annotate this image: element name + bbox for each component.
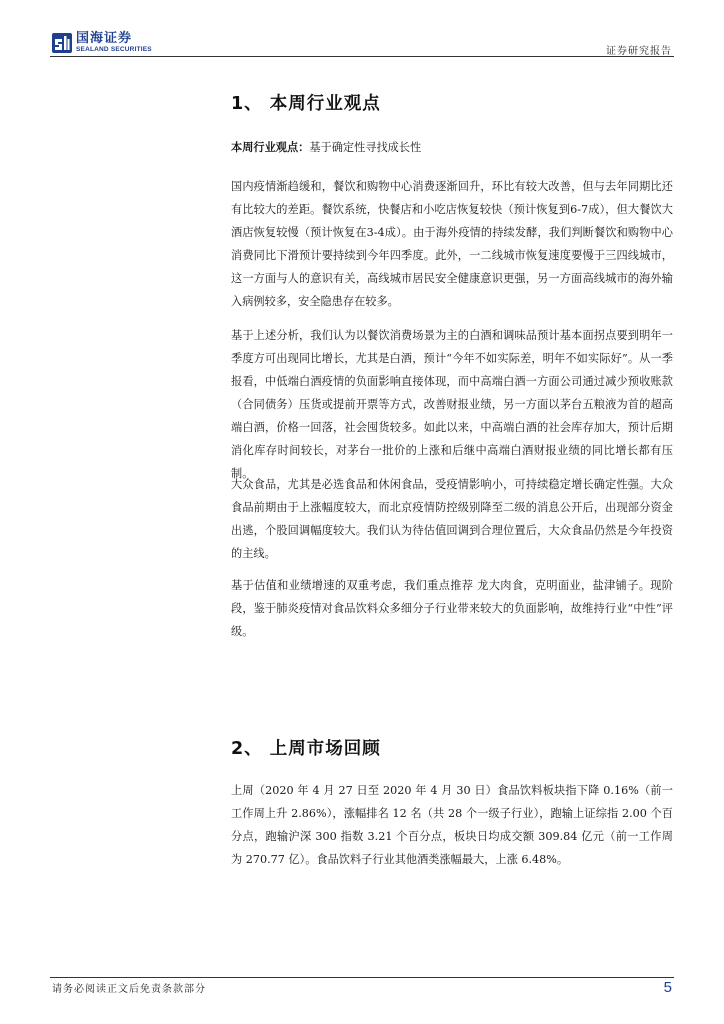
section-1-paragraph: 国内疫情渐趋缓和，餐饮和购物中心消费逐渐回升，环比有较大改善，但与去年同期比还有比较大的差距。餐饮系统，快餐店和小吃店恢复较快（预计恢复到6-7成），但大餐饮大酒店恢复较慢（预计恢复在3-4成）。由于海外疫情的持续发酵，我们判断餐饮和购物中心消费同比下滑预计要持续到今年四季度。此外，一二线城市恢复速度要慢于三四线城市，这一方面与人的意识有关，高线城市居民安全健康意识更强，另一方面高线城市的海外输入病例较多，安全隐患存在较多。 [231,180,673,308]
sealand-logo-icon [52,33,72,53]
footer-disclaimer: 请务必阅读正文后免责条款部分 [52,984,206,995]
header-divider [50,56,674,57]
weekly-view-label: 本周行业观点： [231,140,310,154]
section-2-paragraph: 上周（2020 年 4 月 27 日至 2020 年 4 月 30 日）食品饮料板块指下降 0.16%（前一工作周上升 2.86%），涨幅排名 12 名（共 28 个一级子行业），跑输上证综指 2.00 个百分点，跑输沪深 300 指数 3.21 个百分点，板块日均成交额 309.84 亿元（前一工作周为 270.77 亿）。食品饮料子行业其他酒类涨幅最大，上涨 6.48%。 [231,784,673,866]
section-1-title: 1、 本周行业观点 [231,94,381,114]
report-type-label: 证券研究报告 [606,46,672,57]
section-1-paragraph: 基于估值和业绩增速的双重考虑，我们重点推荐 龙大肉食，克明面业，盐津铺子。现阶段，鉴于肺炎疫情对食品饮料众多细分子行业带来较大的负面影响，故维持行业“中性”评级。 [231,579,673,638]
weekly-view-lead [231,136,673,159]
footer-divider [50,977,674,978]
logo-en-text: SEALAND SECURITIES [76,46,152,53]
logo-cn-text: 国海证券 [76,31,133,46]
company-logo [52,32,152,54]
page-number: 5 [663,979,672,996]
section-1-paragraph: 大众食品，尤其是必选食品和休闲食品，受疫情影响小，可持续稳定增长确定性强。大众食品前期由于上涨幅度较大，而北京疫情防控级别降至二级的消息公开后，出现部分资金出逃，个股回调幅度较大。我们认为待估值回调到合理位置后，大众食品仍然是今年投资的主线。 [231,478,673,560]
weekly-view-text: 基于确定性寻找成长性 [309,141,422,154]
section-2-title: 2、 上周市场回顾 [231,739,381,759]
section-1-paragraph: 基于上述分析，我们认为以餐饮消费场景为主的白酒和调味品预计基本面拐点要到明年一季度方可出现同比增长，尤其是白酒，预计“今年不如实际差，明年不如实际好”。从一季报看，中低端白酒疫情的负面影响直接体现，而中高端白酒一方面公司通过减少预收账款（合同债务）压货或提前开票等方式，改善财报业绩，另一方面以茅台五粮液为首的超高端白酒，价格一回落，社会囤货较多。如此以来，中高端白酒的社会库存加大，预计后期消化库存时间较长，对茅台一批价的上涨和后继中高端白酒财报业绩的同比增长都有压制。 [231,329,673,480]
